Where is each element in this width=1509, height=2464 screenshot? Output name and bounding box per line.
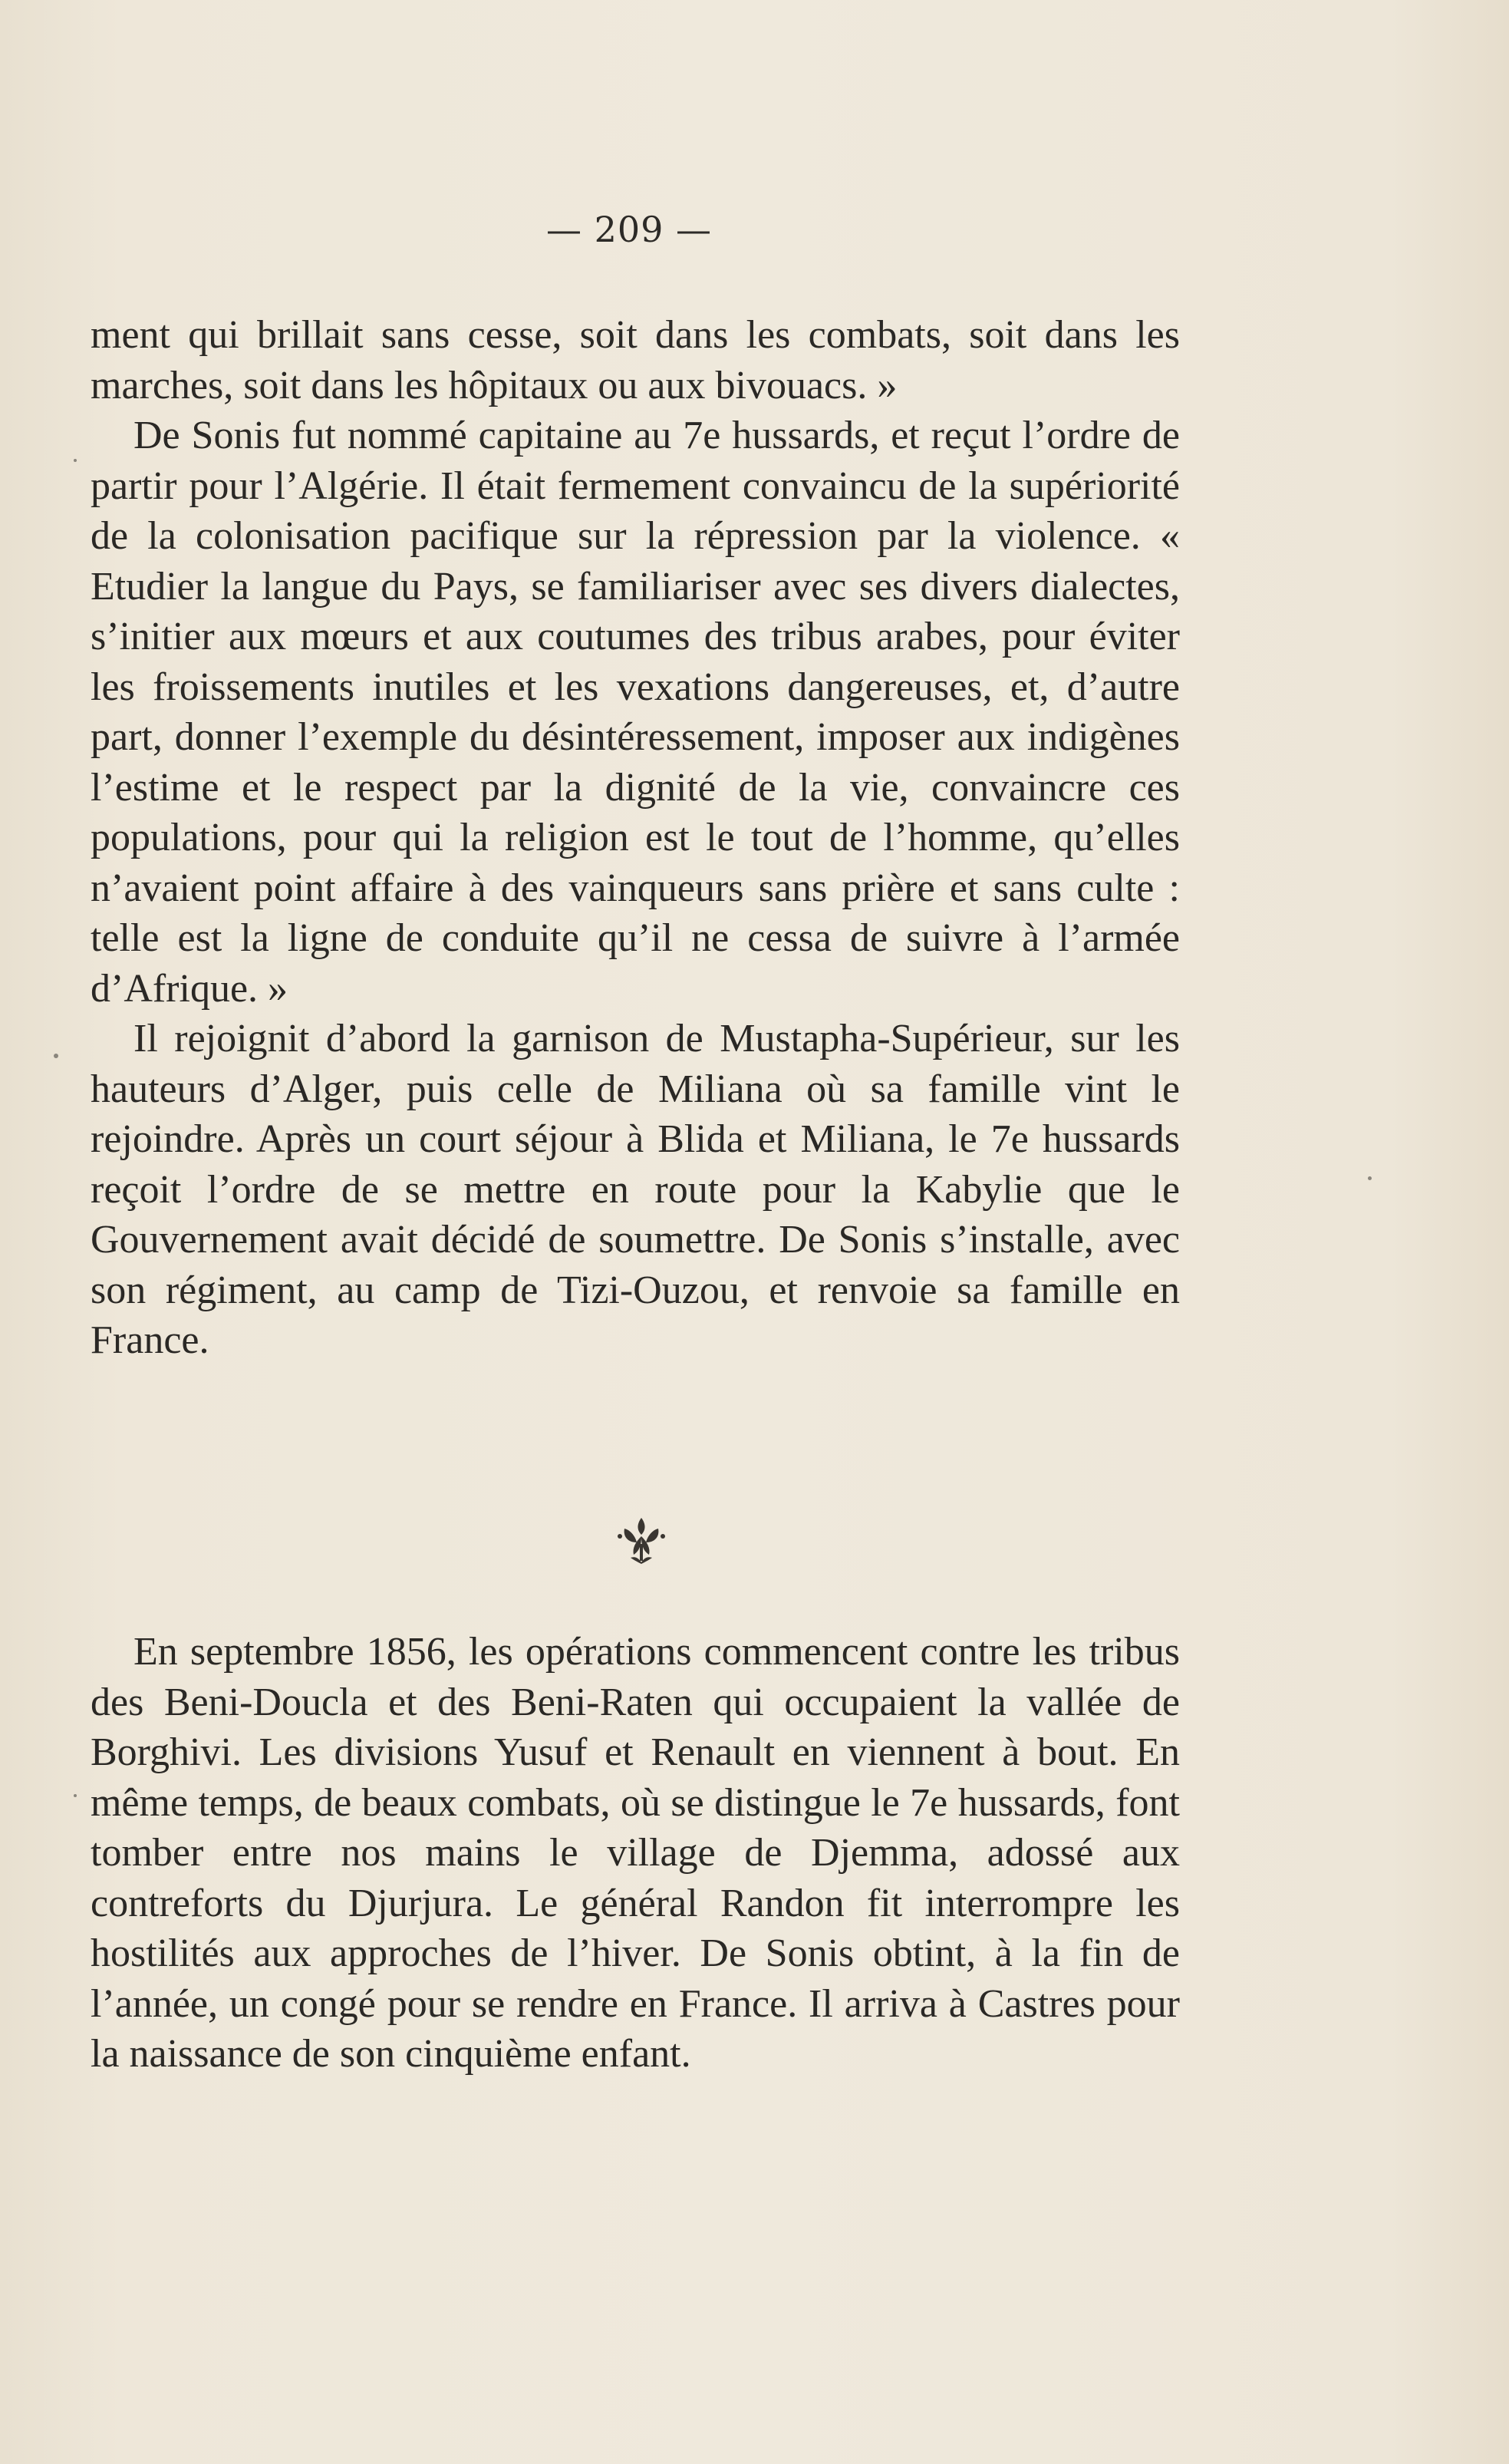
paragraph-operations: En septembre 1856, les opérations commencent contre les tribus des Beni-Doucla et des Beni-Raten qui occupaient la vallée de Borghivi. Les divisions Yusuf et Renault en viennent à bout. En même temps, de beaux combats, où se distingue le 7e hussards, font tomber entre nos mains le village de Djemma, adossé aux contreforts du Djurjura. Le général Randon fit interrompre les hostilités aux approches de l’hiver. De Sonis obtint, à la fin de l’année, un congé pour se rendre en France. Il arriva à Castres pour la naissance de son cinquième enfant. (91, 1630, 1180, 2076)
paragraph-continuation: ment qui brillait sans cesse, soit dans les combats, soit dans les marches, soit dans les hôpitaux ou aux bivouacs. » (91, 313, 1180, 407)
paragraph-garrison: Il rejoignit d’abord la garnison de Mustapha-Supérieur, sur les hauteurs d’Alger, puis celle de Miliana où sa famille vint le rejoindre. Après un court séjour à Blida et Miliana, le 7e hussards reçoit l’ordre de se mettre en route pour la Kabylie que le Gouvernement avait décidé de soumettre. De Sonis s’installe, avec son régiment, au camp de Tizi-Ouzou, et renvoie sa famille en France. (91, 1017, 1180, 1362)
paper-speck (74, 1794, 77, 1797)
paper-speck (1368, 1176, 1372, 1180)
paragraph-algeria: De Sonis fut nommé capitaine au 7e hussards, et reçut l’ordre de partir pour l’Algérie. Il était fermement convaincu de la supériorité de la colonisation pacifique sur la répression par la violence. « Etudier la langue du Pays, se familiariser avec ses divers dialectes, s’initier aux mœurs et aux coutumes des tribus arabes, pour éviter les froissements inutiles et les vexations dangereuses, et, d’autre part, donner l’exemple du désintéressement, imposer aux indigènes l’estime et le respect par la dignité de la vie, convaincre ces populations, pour qui la religion est le tout de l’homme, qu’elles n’avaient point affaire à des vainqueurs sans prière et sans culte : telle est la ligne de conduite qu’il ne cessa de suivre à l’armée d’Afrique. » (91, 414, 1180, 1011)
paper-speck (74, 459, 77, 462)
paper-speck (54, 1054, 58, 1058)
page-number: — 209 — (545, 209, 713, 250)
text-section-top (91, 310, 1180, 1366)
fleuron-icon (614, 1513, 669, 1568)
text-section-bottom (91, 1627, 1180, 2080)
